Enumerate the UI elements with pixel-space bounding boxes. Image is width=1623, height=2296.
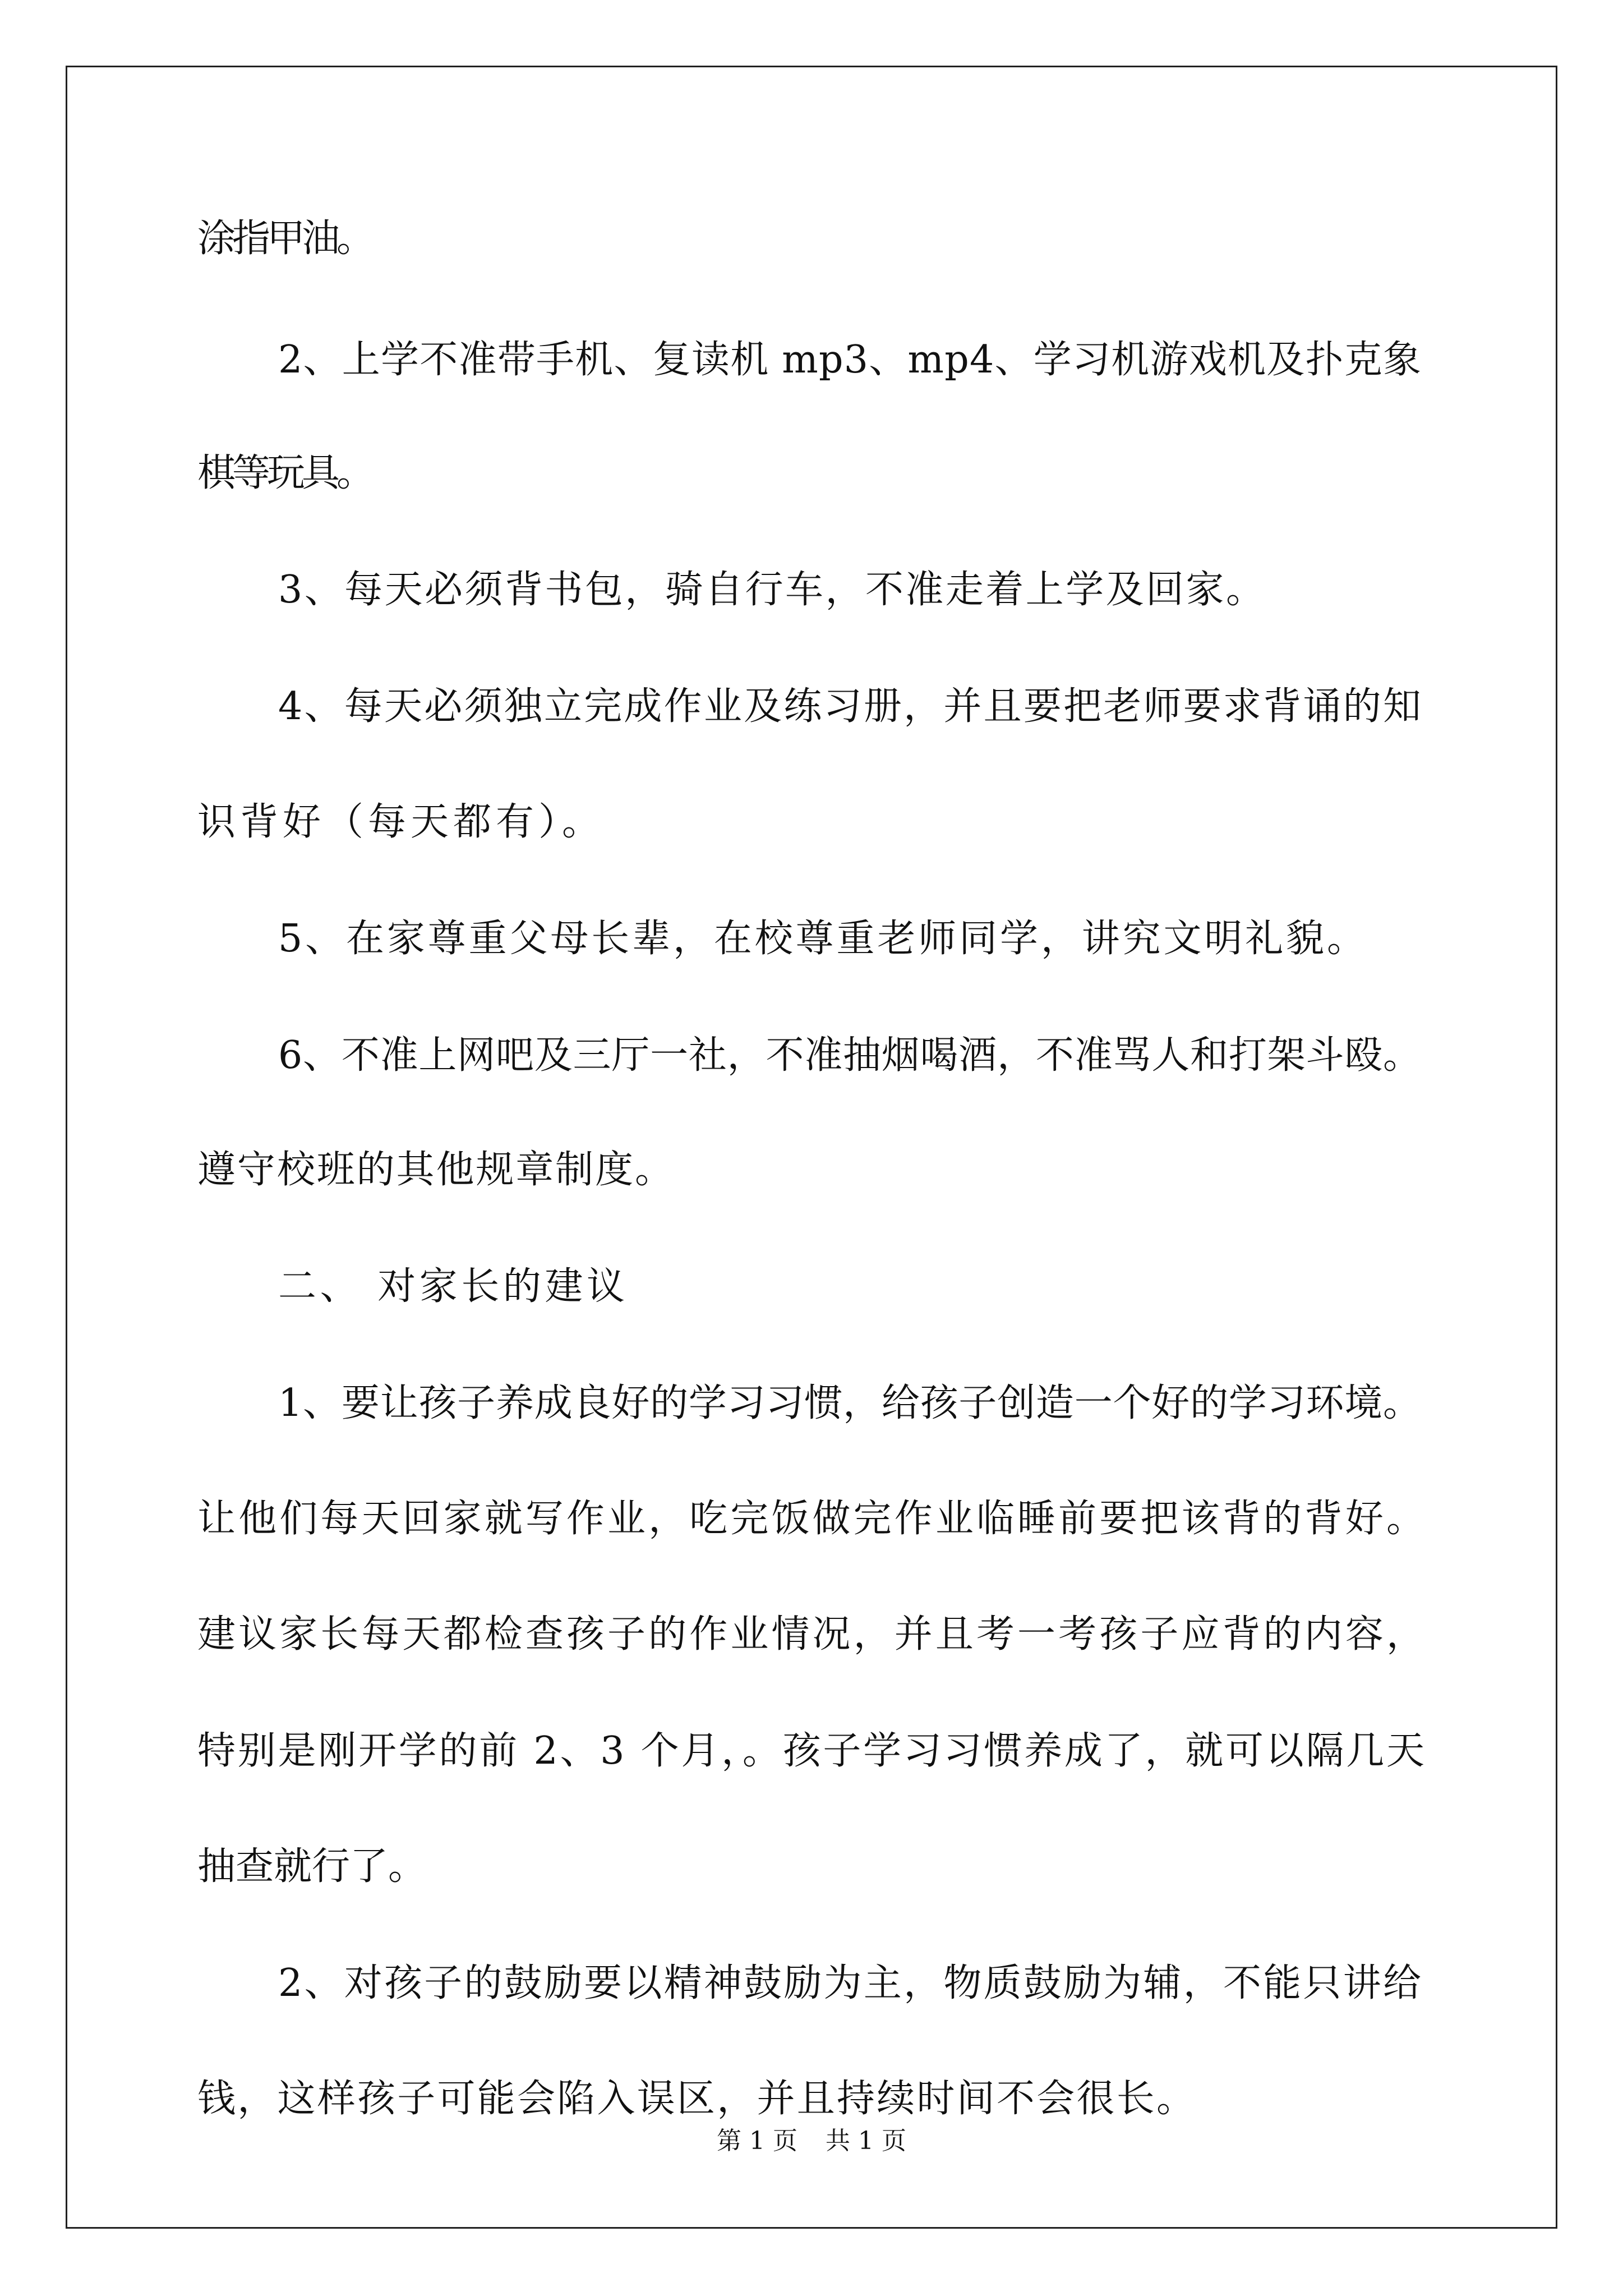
text-line: 棋等玩具。 [197, 451, 372, 495]
text-line: 涂指甲油。 [197, 217, 372, 261]
text-line: 遵守校班的其他规章制度。 [197, 1148, 675, 1192]
page-total: 共 1 页 [826, 2127, 906, 2155]
page-footer [0, 2129, 1623, 2154]
text-line: 4、每天必须独立完成作业及练习册，并且要把老师要求背诵的知 [278, 684, 1423, 729]
text-line: 让他们每天回家就写作业，吃完饭做完作业临睡前要把该背的背好。 [197, 1497, 1428, 1541]
text-line: 钱，这样孩子可能会陷入误区，并且持续时间不会很长。 [197, 2077, 1197, 2121]
text-line: 1、要让孩子养成良好的学习习惯，给孩子创造一个好的学习环境。 [278, 1381, 1422, 1425]
text-line: 特别是刚开学的前 2、3 个月，。孩子学习习惯养成了，就可以隔几天 [197, 1729, 1427, 1773]
text-line: 5、在家尊重父母长辈，在校尊重老师同学，讲究文明礼貌。 [278, 917, 1368, 961]
text-line: 抽查就行了。 [197, 1844, 426, 1889]
text-line: 建议家长每天都检查孩子的作业情况，并且考一考孩子应背的内容， [197, 1612, 1428, 1657]
page-number: 第 1 页 [717, 2127, 797, 2155]
page-border [66, 66, 1557, 2229]
text-line: 2、对孩子的鼓励要以精神鼓励为主，物质鼓励为辅，不能只讲给 [278, 1961, 1423, 2005]
text-line: 识背好（每天都有）。 [197, 800, 605, 844]
text-line: 3、每天必须背书包，骑自行车，不准走着上学及回家。 [278, 568, 1266, 612]
text-line: 2、上学不准带手机、复读机 mp3、mp4、学习机游戏机及扑克象 [278, 338, 1422, 382]
section-heading: 二、 对家长的建议 [278, 1264, 629, 1309]
text-line: 6、不准上网吧及三厅一社，不准抽烟喝酒，不准骂人和打架斗殴。 [278, 1033, 1422, 1078]
